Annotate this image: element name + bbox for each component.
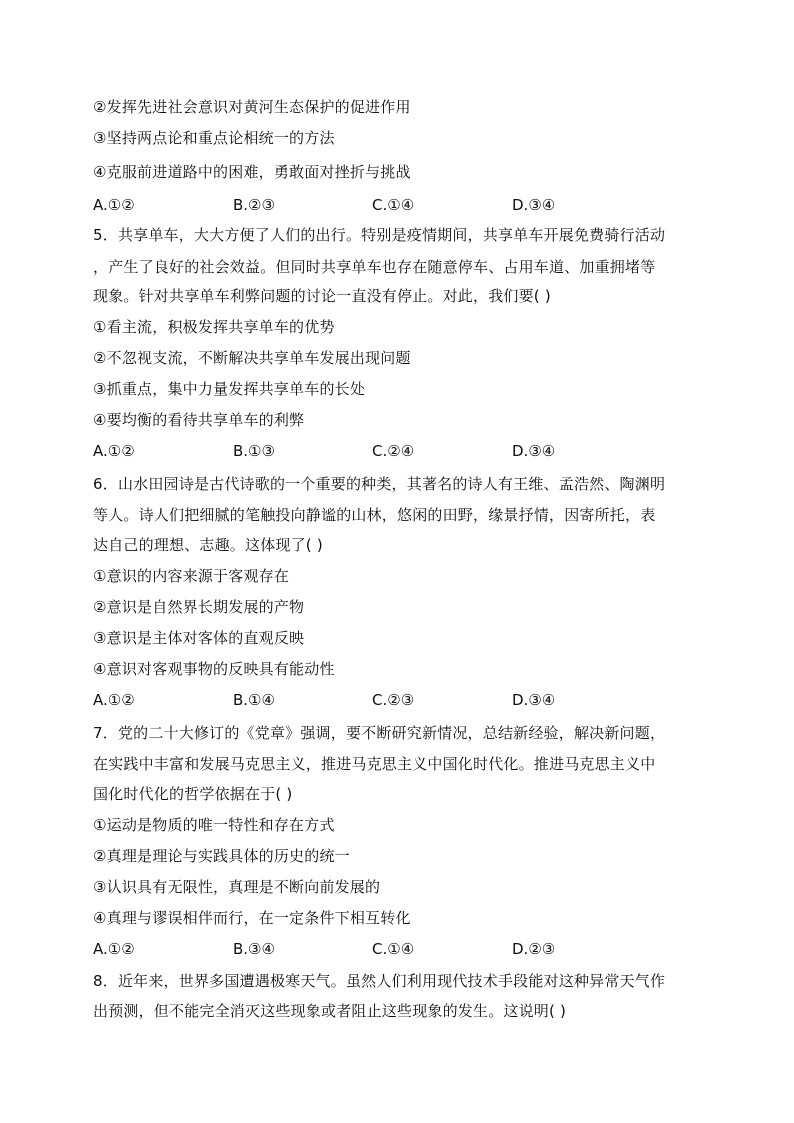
q5-stem-line-2: ，产生了良好的社会效益。但同时共享单车也存在随意停车、占用车道、加重拥堵等 — [93, 258, 656, 276]
q4-option-d[interactable]: D.③④ — [512, 196, 556, 214]
q6-stem-line-3: 达自己的理想、志趣。这体现了( ) — [93, 536, 323, 554]
q6-item-4: ④意识对客观事物的反映具有能动性 — [93, 660, 335, 678]
q8-stem-line-2: 出预测，但不能完全消灭这些现象或者阻止这些现象的发生。这说明( ) — [93, 1002, 567, 1020]
q7-item-4: ④真理与谬误相伴而行，在一定条件下相互转化 — [93, 909, 411, 927]
q7-stem-line-1: 7．党的二十大修订的《党章》强调，要不断研究新情况，总结新经验，解决新问题， — [93, 724, 666, 742]
q6-option-d[interactable]: D.③④ — [512, 691, 556, 709]
q6-item-1: ①意识的内容来源于客观存在 — [93, 567, 290, 585]
q5-stem-line-1: 5．共享单车，大大方便了人们的出行。特别是疫情期间，共享单车开展免费骑行活动 — [93, 226, 666, 244]
q5-item-1: ①看主流，积极发挥共享单车的优势 — [93, 318, 335, 336]
q7-option-b[interactable]: B.③④ — [233, 940, 275, 958]
q5-option-b[interactable]: B.①③ — [233, 442, 275, 460]
q6-option-b[interactable]: B.①④ — [233, 691, 275, 709]
q4-item-3: ③坚持两点论和重点论相统一的方法 — [93, 129, 335, 147]
q5-item-3: ③抓重点，集中力量发挥共享单车的长处 — [93, 380, 366, 398]
q7-item-2: ②真理是理论与实践具体的历史的统一 — [93, 847, 350, 865]
q5-item-2: ②不忽视支流，不断解决共享单车发展出现问题 — [93, 349, 411, 367]
q5-option-c[interactable]: C.②④ — [372, 442, 415, 460]
q7-stem-line-2: 在实践中丰富和发展马克思主义，推进马克思主义中国化时代化。推进马克思主义中 — [93, 755, 656, 773]
q5-option-a[interactable]: A.①② — [93, 442, 135, 460]
q8-stem-line-1: 8．近年来，世界多国遭遇极寒天气。虽然人们利用现代技术手段能对这种异常天气作 — [93, 972, 666, 990]
q7-stem-line-3: 国化时代化的哲学依据在于( ) — [93, 785, 293, 803]
q7-option-d[interactable]: D.②③ — [512, 940, 556, 958]
q4-option-a[interactable]: A.①② — [93, 196, 135, 214]
q6-item-2: ②意识是自然界长期发展的产物 — [93, 598, 305, 616]
q4-option-c[interactable]: C.①④ — [372, 196, 415, 214]
q7-option-c[interactable]: C.①④ — [372, 940, 415, 958]
q5-stem-line-3: 现象。针对共享单车利弊问题的讨论一直没有停止。对此，我们要( ) — [93, 287, 551, 305]
q7-option-a[interactable]: A.①② — [93, 940, 135, 958]
q5-item-4: ④要均衡的看待共享单车的利弊 — [93, 411, 305, 429]
q4-item-2: ②发挥先进社会意识对黄河生态保护的促进作用 — [93, 98, 411, 116]
q7-item-1: ①运动是物质的唯一特性和存在方式 — [93, 816, 335, 834]
q5-option-d[interactable]: D.③④ — [512, 442, 556, 460]
q7-item-3: ③认识具有无限性，真理是不断向前发展的 — [93, 878, 381, 896]
q4-option-b[interactable]: B.②③ — [233, 196, 275, 214]
q6-option-c[interactable]: C.②③ — [372, 691, 415, 709]
q6-option-a[interactable]: A.①② — [93, 691, 135, 709]
q4-item-4: ④克服前进道路中的困难，勇敢面对挫折与挑战 — [93, 163, 411, 181]
q6-stem-line-2: 等人。诗人们把细腻的笔触投向静谧的山林，悠闲的田野，缘景抒情，因寄所托，表 — [93, 506, 656, 524]
q6-item-3: ③意识是主体对客体的直观反映 — [93, 629, 305, 647]
q6-stem-line-1: 6．山水田园诗是古代诗歌的一个重要的种类，其著名的诗人有王维、孟浩然、陶渊明 — [93, 475, 666, 493]
